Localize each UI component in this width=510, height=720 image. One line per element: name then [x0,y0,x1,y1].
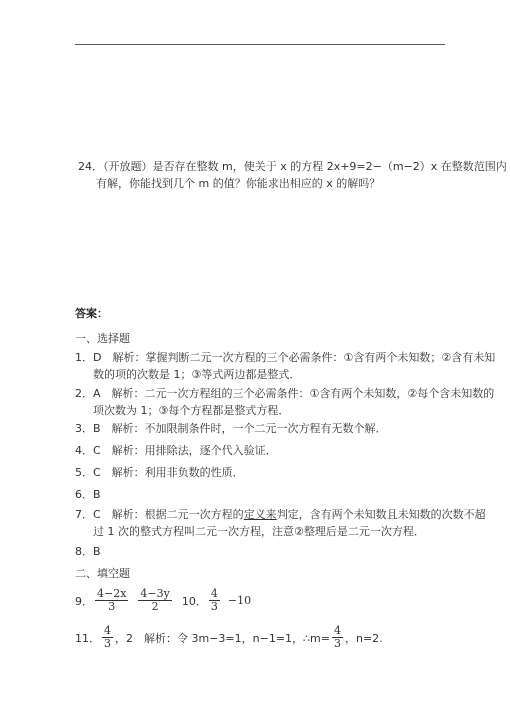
answer-2-line2: 项次数为 1；③每个方程都是整式方程． [93,404,290,417]
answer-10-fraction: $\frac{4}{3}$ [210,587,218,613]
answer-7-underlined: 定义来 [243,508,277,521]
answer-8: 8．B [75,545,101,558]
answer-9-fraction-1: $\frac{4-2x}{3}$ [97,587,127,613]
answer-3: 3．B 解析：不加限制条件时，一个二元一次方程有无数个解． [75,422,387,435]
answer-2-line1: 2．A 解析：二元一次方程组的三个必需条件：①含有两个未知数，②每个含未知数的 [75,387,495,400]
answer-11-middle: ，2 解析：令 3m−3=1，n−1=1，∴m= [115,631,330,645]
section-fill-heading: 二、填空题 [75,567,130,580]
answer-11-label: 11． [75,631,100,645]
answer-7-line1 [75,507,486,523]
answer-5: 5．C 解析：利用非负数的性质． [75,466,244,479]
answer-11-fraction-1: $\frac{4}{3}$ [104,624,111,650]
answer-9-label: 9． [75,594,93,608]
section-choice-heading: 一、选择题 [75,332,130,345]
answer-1-line2: 数的项的次数是 1；③等式两边都是整式． [93,368,301,381]
question-24-line1: 24．（开放题）是否存在整数 m，使关于 x 的方程 2x+9=2−（m−2）x 在整数范围内 [78,160,507,173]
answer-10-tail: −10 [227,594,252,607]
answer-4: 4．C 解析：用排除法，逐个代入验证． [75,444,277,457]
answer-9-fraction-2: $\frac{4-3y}{2}$ [140,587,170,613]
header-rule [75,44,445,45]
answer-11-tail: ，n=2. [344,631,383,645]
answer-7-line2: 过 1 次的整式方程叫二元一次方程，注意②整理后是二元一次方程． [93,525,425,538]
answer-7-pre: 7．C 解析：根据二元一次方程的 [75,508,244,521]
answer-9-10 [75,588,251,613]
question-24-line2: 有解，你能找到几个 m 的值？你能求出相应的 x 的解吗？ [96,177,381,190]
answer-11-fraction-2: $\frac{4}{3}$ [333,624,341,650]
answer-7-post: 判定，含有两个未知数且未知数的次数不超 [276,508,486,521]
answer-11 [75,625,383,650]
answer-1-line1: 1．D 解析：掌握判断二元一次方程的三个必需条件：①含有两个未知数；②含有未知 [75,351,496,364]
answer-6: 6．B [75,488,101,501]
answer-10-label: 10． [181,594,207,608]
answers-heading: 答案： [75,307,108,320]
